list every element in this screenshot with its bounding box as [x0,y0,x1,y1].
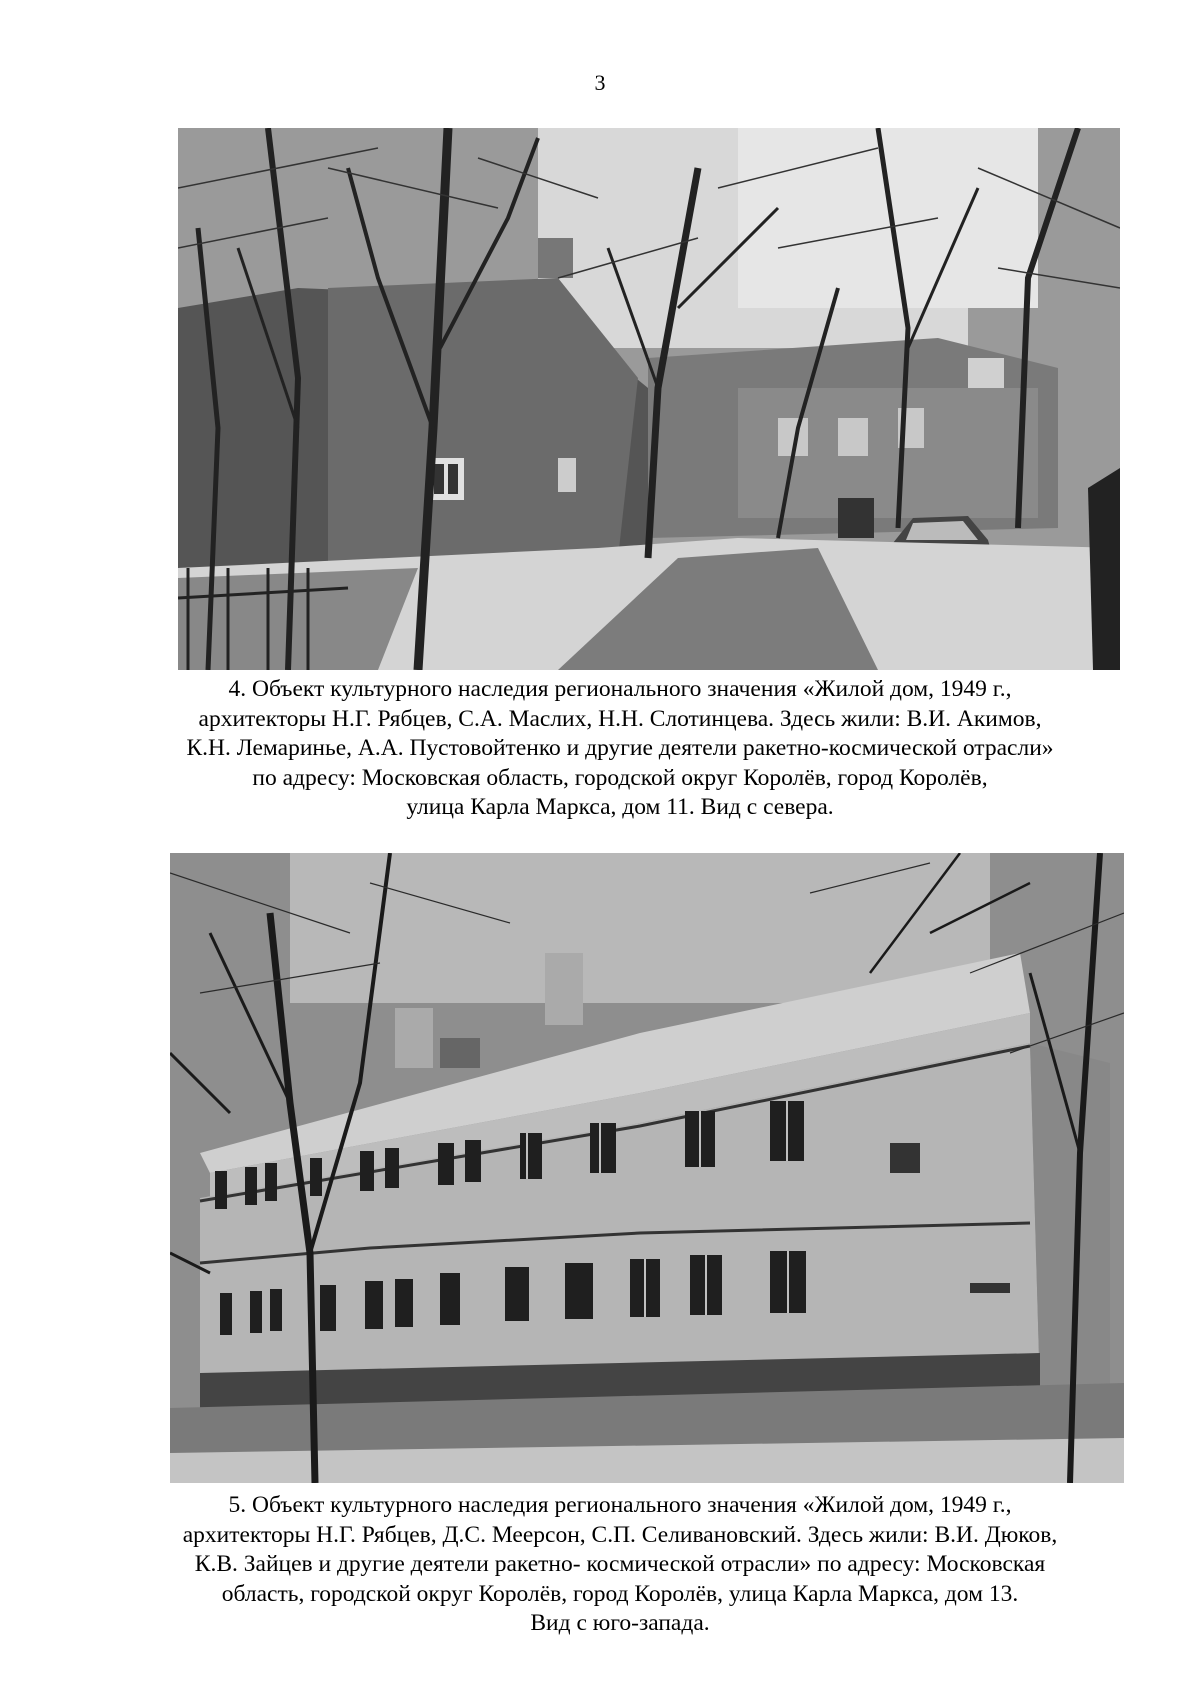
caption-line: 5. Объект культурного наследия регионального значения «Жилой дом, 1949 г., [228,1492,1012,1518]
page-number: 3 [594,70,606,95]
figure-4-caption [140,675,1100,823]
caption-line: архитекторы Н.Г. Рябцев, С.А. Маслих, Н.Н. Слотинцева. Здесь жили: В.И. Акимов, [198,705,1042,732]
caption-line: архитекторы Н.Г. Рябцев, Д.С. Меерсон, С.П. Селивановский. Здесь жили: В.И. Дюков, [182,1521,1058,1548]
caption-line: Вид с юго-запада. [530,1610,710,1636]
caption-line: улица Карла Маркса, дом 11. Вид с севера. [406,794,834,820]
caption-line: К.Н. Лемаринье, А.А. Пустовойтенко и другие деятели ракетно-космической отрасли» [186,735,1054,761]
caption-line: область, городской округ Королёв, город Королёв, улица Карла Маркса, дом 13. [221,1580,1019,1607]
photo-house-13-southwest-view [170,853,1124,1483]
caption-line: 4. Объект культурного наследия регионального значения «Жилой дом, 1949 г., [228,676,1012,702]
caption-line: по адресу: Московская область, городской округ Королёв, город Королёв, [252,764,988,791]
photo-house-13-graphic [170,853,1124,1483]
photo-house-11-north-view [178,128,1120,670]
figure-5-caption [140,1491,1100,1639]
photo-house-11-graphic [178,128,1120,670]
caption-line: К.В. Зайцев и другие деятели ракетно- космической отрасли» по адресу: Московская [194,1551,1046,1577]
